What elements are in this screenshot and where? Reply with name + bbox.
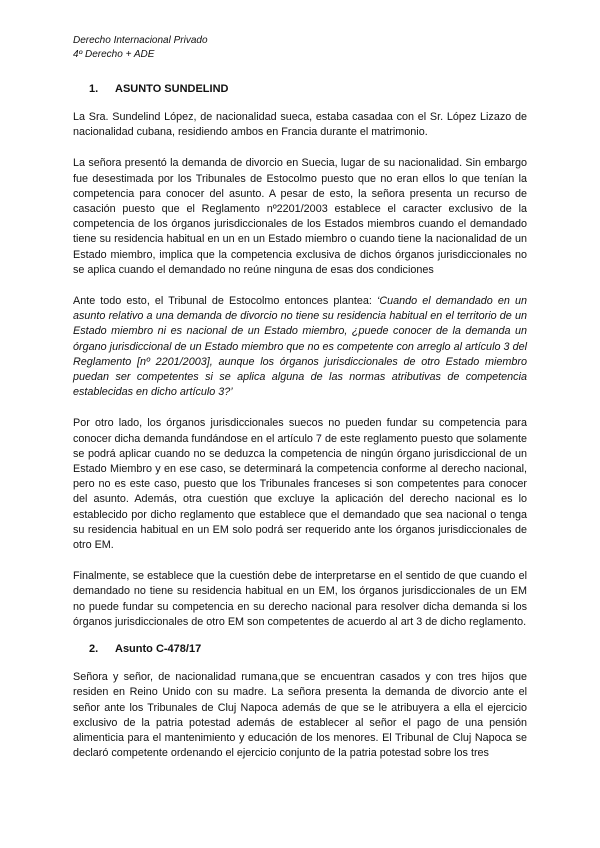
- section-1-paragraph-5: Finalmente, se establece que la cuestión debe de interpretarse en el sentido de que cuando el demandado no tiene su residencia habitual en un EM, los órganos jurisdiccionales de un EM no puede fundar su competencia en su derecho nacional para resolver dicha demanda si los órganos jurisdiccionales de otro EM son competentes de acuerdo al art 3 de dicho reglamento.: [73, 570, 527, 628]
- court-question-quote: ‘Cuando el demandado en un asunto relativo a una demanda de divorcio no tiene su residencia habitual en el territorio de un Estado miembro ni es nacional de un Estado miembro, ¿puede conocer de la demanda un órgano jurisdiccional de un Estado miembro que no es competente con arreglo al artículo 3 del Reglamento [nº 2201/2003], aunque los órganos jurisdiccionales de otro Estado miembro puedan ser competentes si se aplica alguna de las normas atributivas de competencia establecidas en dicho artículo 3?’: [73, 295, 527, 399]
- section-1-heading: [73, 82, 527, 96]
- section-2-paragraph-1: Señora y señor, de nacionalidad rumana,que se encuentran casados y con tres hijos que residen en Reino Unido con su madre. La señora presenta la demanda de divorcio ante el señor ante los Tribunales de Cluj Napoca además de que se le atribuyera a ella el ejercicio exclusivo de la patria potestad además de establecer al señor el pago de una pensión alimenticia para el mantenimiento y educación de los menores. El Tribunal de Cluj Napoca se declaró competente ordenando el ejercicio conjunto de la patria potestad sobre los tres: [73, 671, 527, 760]
- course-subtitle: 4º Derecho + ADE: [73, 49, 155, 60]
- paragraph-3-intro: Ante todo esto, el Tribunal de Estocolmo entonces plantea:: [73, 295, 377, 308]
- section-1-paragraph-4: Por otro lado, los órganos jurisdiccionales suecos no pueden fundar su competencia para conocer dicha demanda fundándose en el artículo 7 de este reglamento puesto que solamente se podrá aplicar cuando no se deduzca la competencia de ningún órgano jurisdiccional de un Estado Miembro y en ese caso, se determinará la competencia conforme al derecho nacional, pero no es este caso, puesto que los Tribunales franceses si son competentes para conocer del asunto. Además, otra cuestión que excluye la aplicación del derecho nacional es lo establecido por dicho reglamento que establece que el demandado que sea nacional o tenga su residencia habitual en un EM solo podrá ser requerido ante los órganos jurisdiccionales de otro EM.: [73, 417, 527, 552]
- section-2-number: 2.: [89, 643, 99, 656]
- section-1-paragraph-2: La señora presentó la demanda de divorcio en Suecia, lugar de su nacionalidad. Sin embargo fue desestimada por los Tribunales de Estocolmo puesto que no eran ellos lo que tenían la competencia para conocer del asunto. A pesar de esto, la señora presenta un recurso de casación puesto que el Reglamento nº2201/2003 establece el caracter exclusivo de la competencia de los órganos jurisdiccionales de los Estados miembros cuando el demandado tiene su residencia habitual en un en un Estado miembro o cuando tiene la nacionalidad de un Estado miembro, implica que la competencia exclusiva de dichos órganos jurisdiccionales no se aplica cuando el demandado no reúne ninguna de esas dos condiciones: [73, 157, 527, 276]
- section-2-heading: [73, 642, 527, 656]
- section-2-title: Asunto C-478/17: [115, 643, 202, 656]
- section-1-number: 1.: [89, 83, 99, 95]
- section-1-paragraph-3: [73, 294, 527, 400]
- section-1-paragraph-1: La Sra. Sundelind López, de nacionalidad sueca, estaba casadaa con el Sr. López Lizazo de nacionalidad cubana, residiendo ambos en Francia durante el matrimonio.: [73, 111, 527, 139]
- course-title: Derecho Internacional Privado: [73, 35, 208, 46]
- document-page: [73, 34, 527, 761]
- section-1-title: ASUNTO SUNDELIND: [115, 83, 229, 95]
